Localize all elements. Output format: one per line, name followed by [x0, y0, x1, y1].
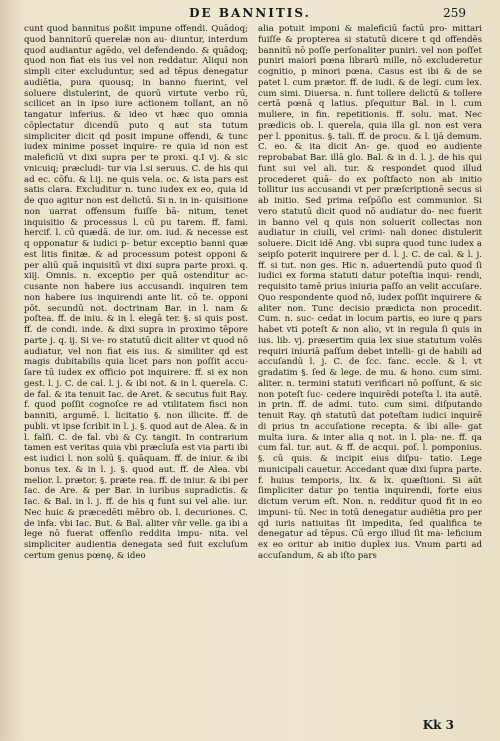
page-header: [0, 6, 500, 22]
text-columns: [24, 24, 482, 714]
left-column-text: cunt quod bannitus poßit impune offendi. Quādoq; quod bannitorū querelæ non au- diuntur, interdum quod audiantur agēdo, vel defendendo. & quādoq; quod non fiat eis ius vel non reddatur. Aliqui non simpli citer excluduntur, sed ad tēpus denegatur audiētia, pura quousq; in banno fuerint, vel soluere distulerint, de quorū virtute verbo rū, scilicet an in ipso iure actionem tollant, an nō tangatur inferius. & ideo vt hæc quo omnia cōplectatur dicendū puto q aut sta tutum simpliciter dicit qd posit impune offendi, & tunc iudex minime posset inquire- re quia id non est maleficiū vt dixi supra per te proxi. q.I vj. & sic vnicuiq; prӕcludi- tur via l.si seruus. C. de his qui ad ec. cōfu. & l.ij. ne quis vela. oc. & ista pars est satis clara. Excluditur n. tunc iudex ex eo, quia id de quo agitur non est delictū. Si n. in in- quisitione non uarrat offensum fuiſſe bā- nitum, tenet inquisitio & processus l. cū pu tarem. ff. fami. hercif. l. cū quædā. de iur. om. iud. & necesse est q opponatur & iudici p- betur exceptio banni quæ est litis finitæ. & ad processum potest opponi & per aliū quā inquisitū vt dixi supra parte proxi. q. xiij. Omnis. n. exceptio per quā ostenditur ac- cusante non habere ius accusandi. inquiren tem non habere ius inquirendi ante lit. cō te. opponi pōt. secundū not. doctrinam Bar. in l. nam & poſtea. ff. de iniu. & in l. elegā ter. §. si quis post. ff. de condi. inde. & dixi supra in proximo tēpore parte j. q. ij. Si ve- ro statutū dicit aliter vt quod nō audiatur, vel non fiat eis ius. & similiter qd est magis dubitabilis quia licet pars non poſſit accu- ſare tū iudex ex officio pot inquirere. ff. si ex non gest. l. j. C. de cal. l. j. & ibi not. & in l. querela. C. de fal. & ita tenuit Iac. de Aret. & secutus fuit Ray. f. quod poſſit cognoſce re ad vtilitatem fisci non banniti, argumē. l. licitatio §. non illicite. ff. de publi. vt ipse ſcribit in l. j. §. quod aut de Alea. & in l. falſi. C. de fal. vbi & Cy. tangit. In contrarium tamen est veritas quia vbi præcluſa est via parti ibi est iudici l. non solū §. quāquam. ff. de iniur. & ibi bonus tex. & in l. j. §. quod aut. ff. de Alea. vbi melior. l. prætor. §. præte rea. ff. de iniur. & ibi per Iac. de Are. & per Bar. in iuribus supradictis. & Iac. & Bal. in l. j. ff. de his q funt sui vel alie. iur. Nec huic & præcedēti mēbro ob. l. decuriones. C. de infa. vbi Iac. But. & Bal. aliter vñr velle. ga ibi a lege nō fuerat offenſio reddita impu- nita. vel simpliciter audientia denegata sed fuit excluſum certum genus pœnę, & ideo: [24, 24, 248, 561]
right-column-text: alia potuit imponi & maleficiū factū pro- mittari fuiſſe & propterea si statutū dicere t qd offendēs bannitū nō poſſe perſonaliter puniri. vel non poſſet puniri maiori pœna librarū mille, nō excluderetur cognitio, p minori pœna. Casus est ibi & de se patet l. cum prætor. ff. de iudi. & de legi. cum lex. cum simi. Diuersa. n. funt tollere delictū & tollere certā pœnā q latius. pſequitur Bal. in l. cum muliere, in fin. repetitionis. ff. solu. mat. Nec prædicis ob. l. querela, quia illa gl. non est vera per l. pponitus. §. tali. ff. de procu. & l. ijā demum. C. eo. & ita dicit An- ge. quod eo audiente reprobabat Bar. illā glo. Bal. & in d. l. j. de his qui funt sui vel ali. tur. & respondet quod illud procederet quā- do ex poſtfacto non ab initio tollitur ius accusandi vt per præſcriptionē secus si ab initio. Sed prima reſpōſio est communior. Si vero statutū dicit quod nō audiatur do- nec fuerit in banno vel q quis non soluerit collectas non audiatur in ciuili, vel crimi- nali donec distulerit soluere. Dicit idē Ang. vbi supra quod tunc iudex a seipſo poterit inquirere per d. l. j. C. de cal. & l. j. ff. si tut. non ges. Hic n. aduertendū puto quod ſi iudici ex forma statuti datur poteſtia inqui- rendi, requisito tamē prius iniuria paſſo an velit accuſare. Quo respondente quod nō, iudex poſſit inquirere & aliter non. Tunc decisio prædicta non procedit. Cum. n. suc- cedat in locum partis, eo iure q pars habet vti poteſt & non alio, vt in regula ſi quis in ius. lib. vj. præsertim quia lex siue statutum volēs requiri iniuriā paſſum debet intelli- gi de habili ad accuſandū l. j. C. de ſcc. fanc. eccle. & l. vt gradatim §. ſed & lege. de mu. & hono. cum simi. aliter. n. termini statuti verificari nō poſſunt, & sic non poteſt ſuc- cedere inquirēdi poteſta l. ita autē. in prin. ff. de admi. tuto. cum simi. diſputando tenuit Ray. qñ statutū dat poteſtam iudici inquirē di prius tn accuſatione recepta. & ibi alle- gat multa iura. & inter alia q not. in l. pla- ne. ff. qa cum fal. tur. aut. & ff. de acqui. poſ. l. pomponius. §. cū quis. & incipit eius diſpu- tatio. Lege municipali cauetur. Accedant quæ dixi ſupra parte. f. huius temporis, lix. & lx. quæſtioni. Si aūt ſimpliciter datur po tentia inquirendi, forte eius dictum verum eſt. Non. n. redditur quod fit in eo impuni- tū. Nec in totū denegatur audiētia pro per qd iuris natiuitas ſit impedita, ſed qualifica te denegatur ad tēpus. Cū ergo illud ſit ma- leficium ex eo oritur ab initio duplex ius. Vnum parti ad accuſandum, & ab iſto pars: [258, 24, 482, 561]
signature-mark: Kk 3: [422, 718, 454, 732]
page-number: 259: [443, 6, 466, 20]
left-column: [24, 24, 248, 714]
right-column: [258, 24, 482, 714]
running-head: DE BANNITIS.: [189, 6, 311, 20]
